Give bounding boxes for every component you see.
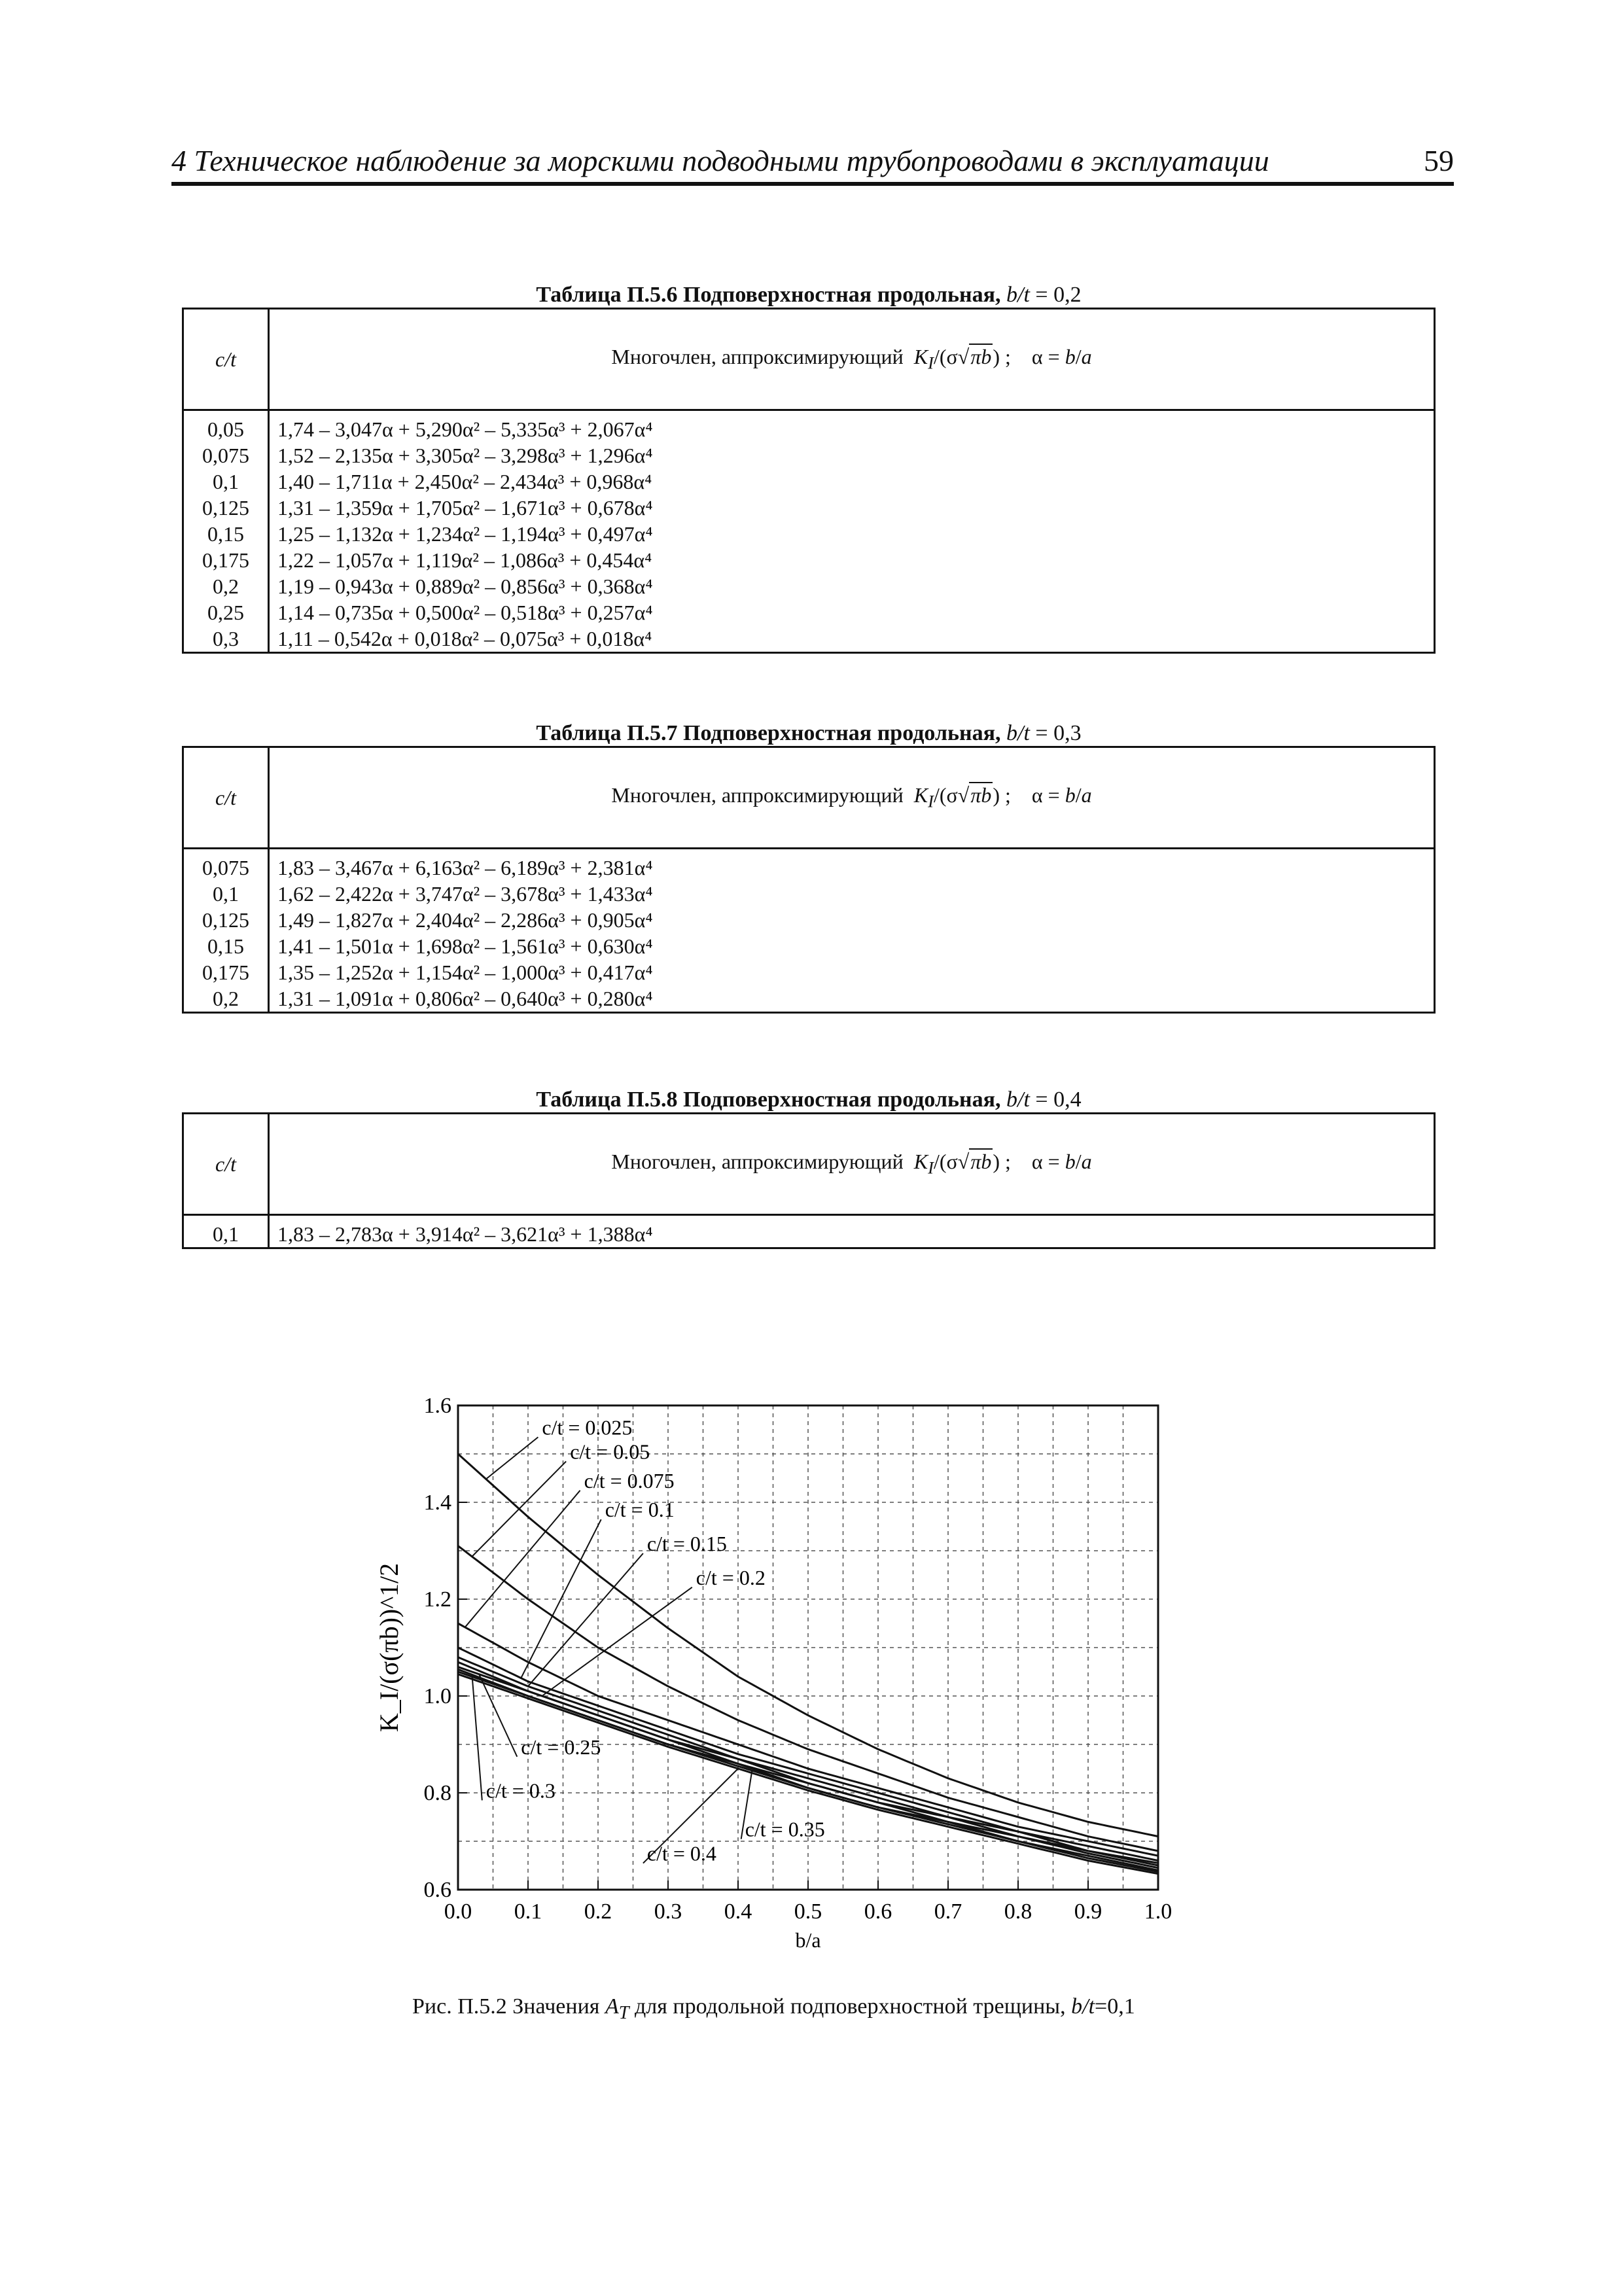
x-tick-label: 0.6 — [864, 1899, 892, 1924]
ct-value: 0,1 — [213, 1222, 239, 1246]
polynomial-value: 1,83 – 3,467α + 6,163α² – 6,189α³ + 2,381α⁴ — [277, 856, 653, 879]
page-number: 59 — [1424, 144, 1454, 177]
x-tick-label: 1.0 — [1144, 1899, 1172, 1924]
column-header-polynomial: Многочлен, аппроксимирующий $K_I/(\sigma√\pi b)$ ; α = b/a — [269, 1114, 1435, 1215]
y-tick-label: 0.6 — [423, 1878, 451, 1902]
polynomial-value: 1,22 – 1,057α + 1,119α² – 1,086α³ + 0,454α⁴ — [277, 548, 652, 572]
ct-value: 0,3 — [213, 627, 239, 650]
leader-arrow — [472, 1461, 566, 1556]
leader-arrow — [528, 1553, 643, 1686]
polynomial-value: 1,49 – 1,827α + 2,404α² – 2,286α³ + 0,905α⁴ — [277, 908, 653, 932]
ct-value: 0,1 — [213, 882, 239, 906]
x-tick-label: 0.9 — [1074, 1899, 1102, 1924]
ct-value: 0,125 — [202, 908, 249, 932]
column-header-ct: c/t — [183, 747, 269, 849]
series-label: c/t = 0.05 — [570, 1439, 650, 1464]
x-tick-label: 0.3 — [654, 1899, 682, 1924]
polynomial-value: 1,19 – 0,943α + 0,889α² – 0,856α³ + 0,368α⁴ — [277, 574, 653, 598]
polynomial-table — [182, 1112, 1436, 1249]
polynomial-value: 1,74 – 3,047α + 5,290α² – 5,335α³ + 2,067α⁴ — [277, 417, 653, 441]
x-axis-label: b/a — [795, 1928, 821, 1952]
series-label: c/t = 0.075 — [584, 1468, 675, 1492]
column-header-ct: c/t — [183, 309, 269, 410]
ct-values-cell — [183, 410, 269, 653]
polynomial-value: 1,83 – 2,783α + 3,914α² – 3,621α³ + 1,388α⁴ — [277, 1222, 653, 1246]
series-label: c/t = 0.3 — [485, 1778, 555, 1803]
x-tick-label: 0.8 — [1004, 1899, 1032, 1924]
polynomial-value: 1,14 – 0,735α + 0,500α² – 0,518α³ + 0,257α⁴ — [277, 601, 653, 624]
column-header-polynomial: Многочлен, аппроксимирующий $K_I/(\sigma√\pi b)$ ; α = b/a — [269, 747, 1435, 849]
polynomial-values-cell — [269, 1215, 1435, 1248]
ct-value: 0,075 — [202, 856, 249, 879]
leader-arrow — [472, 1674, 482, 1800]
ct-value: 0,2 — [213, 574, 239, 598]
polynomial-value: 1,40 – 1,711α + 2,450α² – 2,434α³ + 0,968α⁴ — [277, 470, 652, 493]
ct-value: 0,1 — [213, 470, 239, 493]
series-label: c/t = 0.35 — [745, 1817, 825, 1841]
table-caption: Таблица П.5.8 Подповерхностная продольная, b/t = 0,4 — [536, 1087, 1082, 1112]
x-tick-label: 0.7 — [934, 1899, 962, 1924]
x-tick-label: 0.1 — [514, 1899, 542, 1924]
series-label: c/t = 0.2 — [696, 1565, 766, 1589]
y-tick-label: 1.0 — [423, 1684, 451, 1708]
column-header-ct: c/t — [183, 1114, 269, 1215]
header-title: 4 Техническое наблюдение за морскими подводными трубопроводами в эксплуатации — [171, 144, 1269, 177]
polynomial-table — [182, 746, 1436, 1014]
series-label: c/t = 0.025 — [542, 1415, 633, 1439]
series-label: c/t = 0.1 — [605, 1498, 675, 1522]
ct-value: 0,075 — [202, 444, 249, 467]
leader-arrow — [486, 1437, 538, 1479]
ct-value: 0,125 — [202, 496, 249, 520]
ct-value: 0,2 — [213, 987, 239, 1010]
polynomial-value: 1,52 – 2,135α + 3,305α² – 3,298α³ + 1,296α⁴ — [277, 444, 653, 467]
polynomial-values-cell — [269, 849, 1435, 1013]
column-header-polynomial: Многочлен, аппроксимирующий $K_I/(\sigma√\pi b)$ ; α = b/a — [269, 309, 1435, 410]
ct-value: 0,175 — [202, 548, 249, 572]
ct-value: 0,05 — [207, 417, 244, 441]
y-axis-label: K_I/(σ(πb))^1/2 — [374, 1563, 404, 1733]
ct-value: 0,25 — [207, 601, 244, 624]
y-tick-label: 1.4 — [423, 1491, 451, 1515]
y-tick-label: 0.8 — [423, 1781, 451, 1805]
ct-values-cell — [183, 1215, 269, 1248]
chart — [353, 1374, 1204, 1963]
x-tick-label: 0.4 — [724, 1899, 752, 1924]
polynomial-value: 1,11 – 0,542α + 0,018α² – 0,075α³ + 0,018α⁴ — [277, 627, 652, 650]
table-caption: Таблица П.5.6 Подповерхностная продольная, b/t = 0,2 — [536, 283, 1082, 307]
leader-arrow — [542, 1587, 692, 1696]
series-label: c/t = 0.25 — [521, 1735, 601, 1759]
x-tick-label: 0.2 — [584, 1899, 612, 1924]
polynomial-value: 1,31 – 1,359α + 1,705α² – 1,671α³ + 0,678α⁴ — [277, 496, 653, 520]
x-tick-label: 0.0 — [444, 1899, 472, 1924]
ct-value: 0,175 — [202, 961, 249, 984]
series-label: c/t = 0.15 — [646, 1532, 727, 1555]
polynomial-values-cell — [269, 410, 1435, 653]
polynomial-value: 1,25 – 1,132α + 1,234α² – 1,194α³ + 0,497α⁴ — [277, 522, 653, 546]
ct-value: 0,15 — [207, 934, 244, 958]
ct-values-cell — [183, 849, 269, 1013]
x-tick-label: 0.5 — [794, 1899, 822, 1924]
polynomial-value: 1,62 – 2,422α + 3,747α² – 3,678α³ + 1,433α⁴ — [277, 882, 653, 906]
polynomial-value: 1,31 – 1,091α + 0,806α² – 0,640α³ + 0,280α⁴ — [277, 987, 653, 1010]
figure-caption: Рис. П.5.2 Значения $A_T$ для продольной подповерхностной трещины, b/t=0,1 — [412, 1994, 1135, 2023]
running-header — [171, 143, 1454, 186]
y-tick-label: 1.2 — [423, 1587, 451, 1612]
ct-value: 0,15 — [207, 522, 244, 546]
series-label: c/t = 0.4 — [646, 1841, 716, 1865]
polynomial-value: 1,41 – 1,501α + 1,698α² – 1,561α³ + 0,630α⁴ — [277, 934, 653, 958]
polynomial-table — [182, 308, 1436, 654]
y-tick-label: 1.6 — [423, 1394, 451, 1418]
table-caption: Таблица П.5.7 Подповерхностная продольная, b/t = 0,3 — [536, 721, 1082, 745]
polynomial-value: 1,35 – 1,252α + 1,154α² – 1,000α³ + 0,417α⁴ — [277, 961, 653, 984]
